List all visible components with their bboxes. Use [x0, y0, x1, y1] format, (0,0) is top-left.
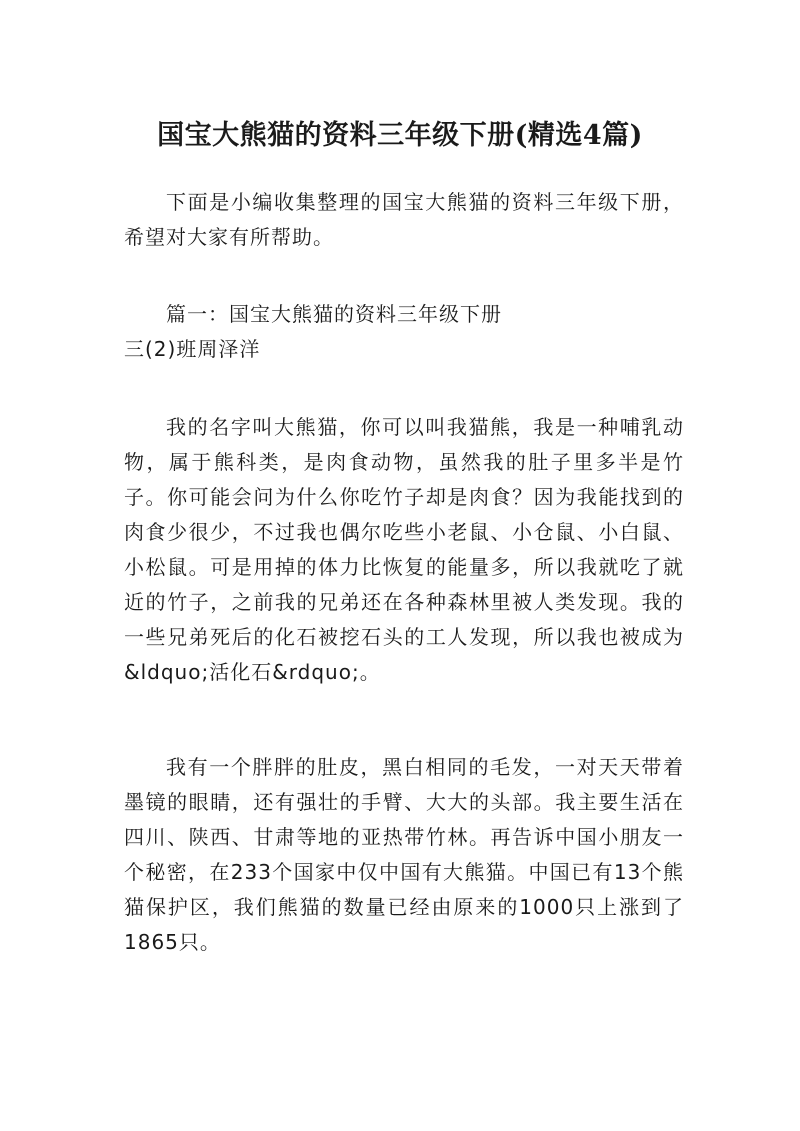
body-section-1 [124, 410, 684, 690]
author-line: 三(2)班周泽洋 [124, 337, 261, 361]
chapter-header [124, 297, 684, 367]
body-section-2 [124, 750, 684, 960]
document-title: 国宝大熊猫的资料三年级下册(精选4篇) [157, 120, 643, 152]
intro-section [124, 185, 684, 255]
body-paragraph: 我的名字叫大熊猫，你可以叫我猫熊，我是一种哺乳动物，属于熊科类，是肉食动物，虽然我的肚子里多半是竹子。你可能会问为什么你吃竹子却是肉食？因为我能找到的肉食少很少，不过我也偶尔吃些小老鼠、小仓鼠、小白鼠、小松鼠。可是用掉的体力比恢复的能量多，所以我就吃了就近的竹子，之前我的兄弟还在各种森林里被人类发现。我的一些兄弟死后的化石被挖石头的工人发现，所以我也被成为&ldquo;活化石&rdquo;。 [124, 415, 684, 684]
intro-paragraph: 下面是小编收集整理的国宝大熊猫的资料三年级下册，希望对大家有所帮助。 [124, 190, 684, 249]
body-paragraph: 我有一个胖胖的肚皮，黑白相同的毛发，一对天天带着墨镜的眼睛，还有强壮的手臂、大大的头部。我主要生活在四川、陕西、甘肃等地的亚热带竹林。再告诉中国小朋友一个秘密，在233个国家中仅中国有大熊猫。中国已有13个熊猫保护区，我们熊猫的数量已经由原来的1000只上涨到了1865只。 [124, 755, 684, 954]
chapter-heading: 篇一：国宝大熊猫的资料三年级下册 [166, 302, 502, 326]
